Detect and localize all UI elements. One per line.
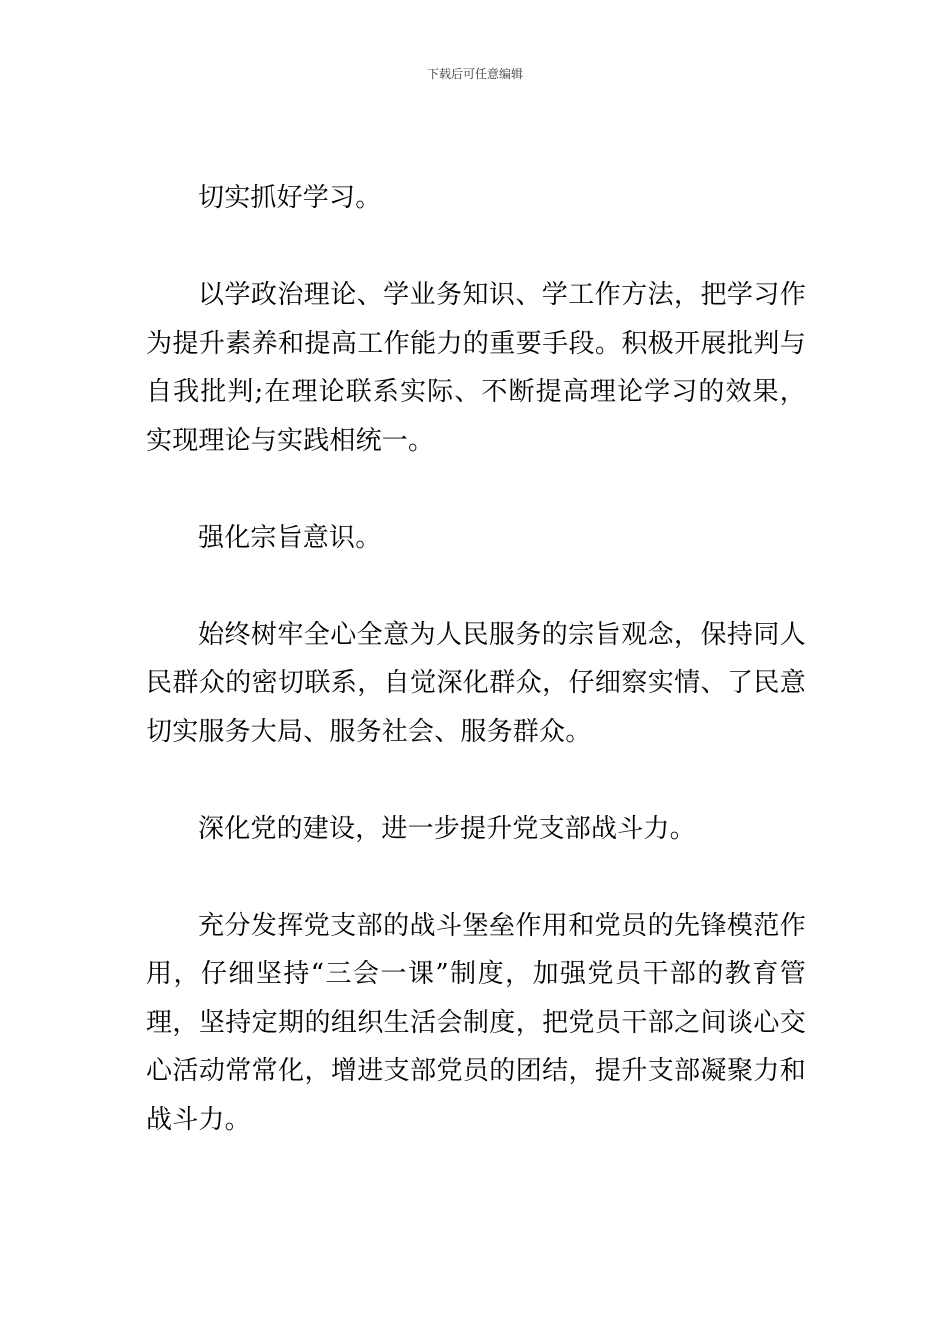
document-body	[146, 174, 806, 1144]
paragraph-gap	[146, 853, 806, 902]
paragraph-party-building: 充分发挥党支部的战斗堡垒作用和党员的先锋模范作用，仔细坚持“三会一课”制度，加强党员干部的教育管理，坚持定期的组织生活会制度，把党员干部之间谈心交心活动常常化，增进支部党员的团结，提升支部凝聚力和战斗力。	[146, 910, 806, 1135]
heading-study: 切实抓好学习。	[198, 183, 382, 213]
page-header: 下载后可任意编辑	[426, 67, 523, 81]
heading-party-building: 深化党的建设，进一步提升党支部战斗力。	[198, 813, 696, 844]
paragraph-gap	[146, 756, 806, 805]
paragraph-gap	[146, 223, 806, 272]
paragraph-gap	[146, 562, 806, 611]
paragraph-purpose: 始终树牢全心全意为人民服务的宗旨观念，保持同人民群众的密切联系，自觉深化群众，仔细察实情、了民意切实服务大局、服务社会、服务群众。	[146, 619, 806, 747]
paragraph-study: 以学政治理论、学业务知识、学工作方法，把学习作为提升素养和提高工作能力的重要手段。积极开展批判与自我批判;在理论联系实际、不断提高理论学习的效果，实现理论与实践相统一。	[146, 280, 806, 456]
paragraph-gap	[146, 465, 806, 514]
heading-purpose: 强化宗旨意识。	[198, 522, 382, 553]
